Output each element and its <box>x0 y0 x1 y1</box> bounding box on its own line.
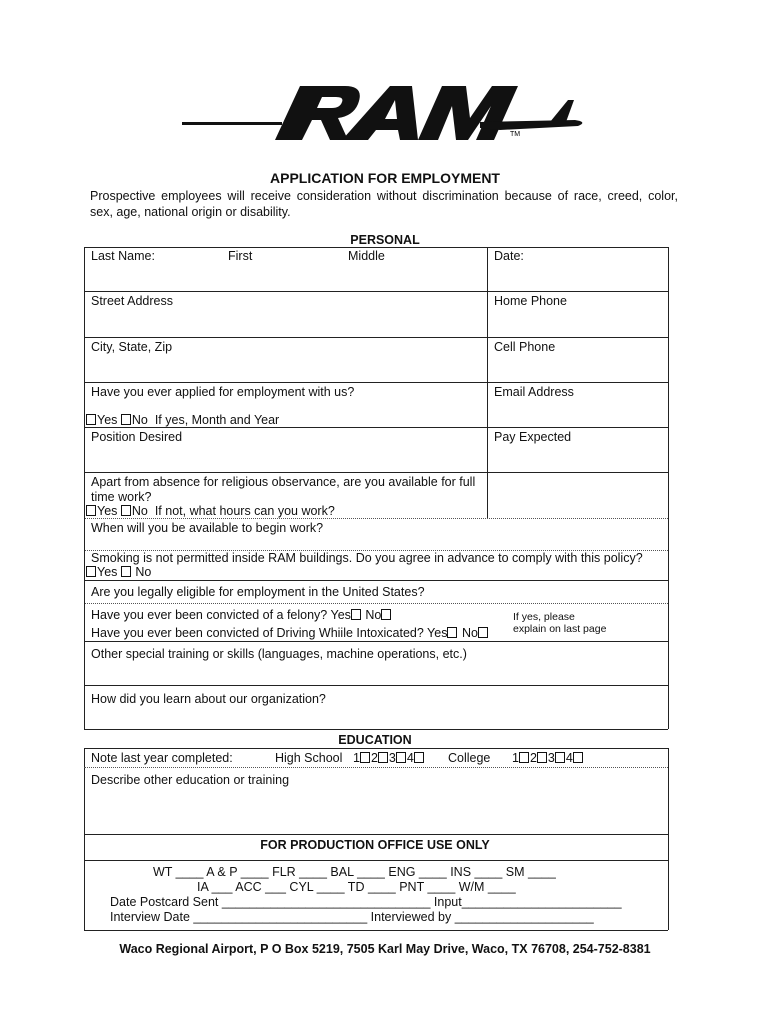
table-bottom-border <box>84 930 668 931</box>
dwi-yes-checkbox[interactable] <box>447 627 457 638</box>
row-divider <box>84 641 668 642</box>
row-divider-dotted <box>84 518 668 519</box>
felony-question-text: Have you ever been convicted of a felony? Yes <box>91 608 351 622</box>
dwi-question <box>91 626 489 640</box>
date-label: Date: <box>494 249 524 263</box>
applied-before-question: Have you ever applied for employment with us? <box>91 385 355 399</box>
office-codes-row1: WT ____ A & P ____ FLR ____ BAL ____ ENG ____ INS ____ SM ____ <box>153 865 556 879</box>
personal-heading: PERSONAL <box>350 233 420 247</box>
last-name-label: Last Name: <box>91 249 155 263</box>
college-year-3-checkbox[interactable] <box>555 752 565 763</box>
table-left-border <box>84 748 85 834</box>
learn-about-question: How did you learn about our organization? <box>91 692 326 706</box>
smoking-policy-question: Smoking is not permitted inside RAM buildings. Do you agree in advance to comply with this policy? <box>91 551 643 565</box>
row-divider <box>84 580 668 581</box>
home-phone-label: Home Phone <box>494 294 567 308</box>
trademark-label: TM <box>510 131 521 138</box>
explain-note-line1: If yes, please <box>513 611 575 623</box>
smoking-no-checkbox[interactable] <box>121 566 131 577</box>
special-training-question: Other special training or skills (languages, machine operations, etc.) <box>91 647 467 661</box>
hs-year-3-checkbox[interactable] <box>396 752 406 763</box>
college-year-4-checkbox[interactable] <box>573 752 583 763</box>
row-divider <box>84 382 668 383</box>
other-education-label: Describe other education or training <box>91 773 290 787</box>
ram-logo-graphic <box>180 78 590 158</box>
college-year-2-checkbox[interactable] <box>537 752 547 763</box>
year-4-label: 4 <box>406 751 414 765</box>
row-divider-dotted <box>84 603 668 604</box>
no-label: No <box>135 565 152 579</box>
table-right-border <box>668 748 669 834</box>
dwi-no-checkbox[interactable] <box>478 627 488 638</box>
hs-year-1-checkbox[interactable] <box>360 752 370 763</box>
row-divider <box>84 337 668 338</box>
row-divider <box>84 729 668 730</box>
table-right-border <box>668 834 669 930</box>
city-state-zip-label: City, State, Zip <box>91 340 173 354</box>
felony-question <box>91 608 392 622</box>
smoking-options <box>86 565 151 579</box>
year-4-label: 4 <box>565 751 573 765</box>
office-use-heading: FOR PRODUCTION OFFICE USE ONLY <box>260 838 490 852</box>
no-label: No <box>365 608 382 622</box>
yes-label: Yes <box>97 413 118 427</box>
page-title: APPLICATION FOR EMPLOYMENT <box>270 170 500 186</box>
year-1-label: 1 <box>512 751 519 765</box>
smoking-yes-checkbox[interactable] <box>86 566 96 577</box>
hs-year-2-checkbox[interactable] <box>378 752 388 763</box>
year-2-label: 2 <box>529 751 537 765</box>
availability-question-line2: time work? <box>91 490 152 504</box>
intro-text: Prospective employees will receive consideration without discrimination because of race, creed, color, sex, age, national origin or disability. <box>90 189 678 219</box>
available-yes-checkbox[interactable] <box>86 505 96 516</box>
table-right-border <box>668 247 669 518</box>
high-school-years <box>353 751 425 765</box>
table-right-border <box>668 518 669 729</box>
row-divider <box>84 427 668 428</box>
office-codes-row2: IA ___ ACC ___ CYL ____ TD ____ PNT ____ W/M ____ <box>197 880 516 894</box>
row-divider <box>84 685 668 686</box>
begin-work-question: When will you be available to begin work? <box>91 521 324 535</box>
hours-followup-label: If not, what hours can you work? <box>154 504 335 518</box>
email-address-label: Email Address <box>494 385 574 399</box>
college-label: College <box>448 751 491 765</box>
explain-note-line2: explain on last page <box>513 623 607 635</box>
no-label: No <box>461 626 478 640</box>
row-divider <box>84 472 668 473</box>
table-top-border <box>84 247 668 248</box>
row-divider <box>84 748 668 749</box>
interview-line: Interview Date _________________________ Interviewed by ____________________ <box>110 910 594 924</box>
row-divider <box>84 860 668 861</box>
position-desired-label: Position Desired <box>91 430 183 444</box>
high-school-label: High School <box>275 751 343 765</box>
no-label: No <box>131 413 148 427</box>
applied-before-options <box>86 413 279 427</box>
no-label: No <box>131 504 148 518</box>
footer-address: Waco Regional Airport, P O Box 5219, 7505 Karl May Drive, Waco, TX 76708, 254-752-8381 <box>119 942 651 956</box>
first-name-label: First <box>228 249 253 263</box>
availability-question-line1: Apart from absence for religious observance, are you available for full <box>91 475 476 489</box>
applied-yes-checkbox[interactable] <box>86 414 96 425</box>
table-left-border <box>84 834 85 930</box>
middle-name-label: Middle <box>348 249 385 263</box>
year-1-label: 1 <box>353 751 360 765</box>
available-no-checkbox[interactable] <box>121 505 131 516</box>
year-3-label: 3 <box>388 751 396 765</box>
applied-followup-label: If yes, Month and Year <box>154 413 280 427</box>
applied-no-checkbox[interactable] <box>121 414 131 425</box>
yes-label: Yes <box>97 565 118 579</box>
hs-year-4-checkbox[interactable] <box>414 752 424 763</box>
street-address-label: Street Address <box>91 294 173 308</box>
eligibility-question: Are you legally eligible for employment in the United States? <box>91 585 425 599</box>
table-left-border <box>84 518 85 729</box>
pay-expected-label: Pay Expected <box>494 430 572 444</box>
row-divider-dotted <box>84 767 668 768</box>
row-divider <box>84 834 668 835</box>
yes-label: Yes <box>97 504 118 518</box>
dwi-question-text: Have you ever been convicted of Driving Whiile Intoxicated? Yes <box>91 626 448 640</box>
postcard-input-line: Date Postcard Sent ______________________________ Input_______________________ <box>110 895 622 909</box>
last-year-note-label: Note last year completed: <box>91 751 233 765</box>
year-3-label: 3 <box>547 751 555 765</box>
education-heading: EDUCATION <box>338 733 412 747</box>
year-2-label: 2 <box>370 751 378 765</box>
college-year-1-checkbox[interactable] <box>519 752 529 763</box>
availability-options <box>86 504 335 518</box>
felony-yes-checkbox[interactable] <box>351 609 361 620</box>
felony-no-checkbox[interactable] <box>381 609 391 620</box>
row-divider <box>84 291 668 292</box>
college-years <box>512 751 584 765</box>
cell-phone-label: Cell Phone <box>494 340 556 354</box>
ram-logo <box>180 78 590 158</box>
